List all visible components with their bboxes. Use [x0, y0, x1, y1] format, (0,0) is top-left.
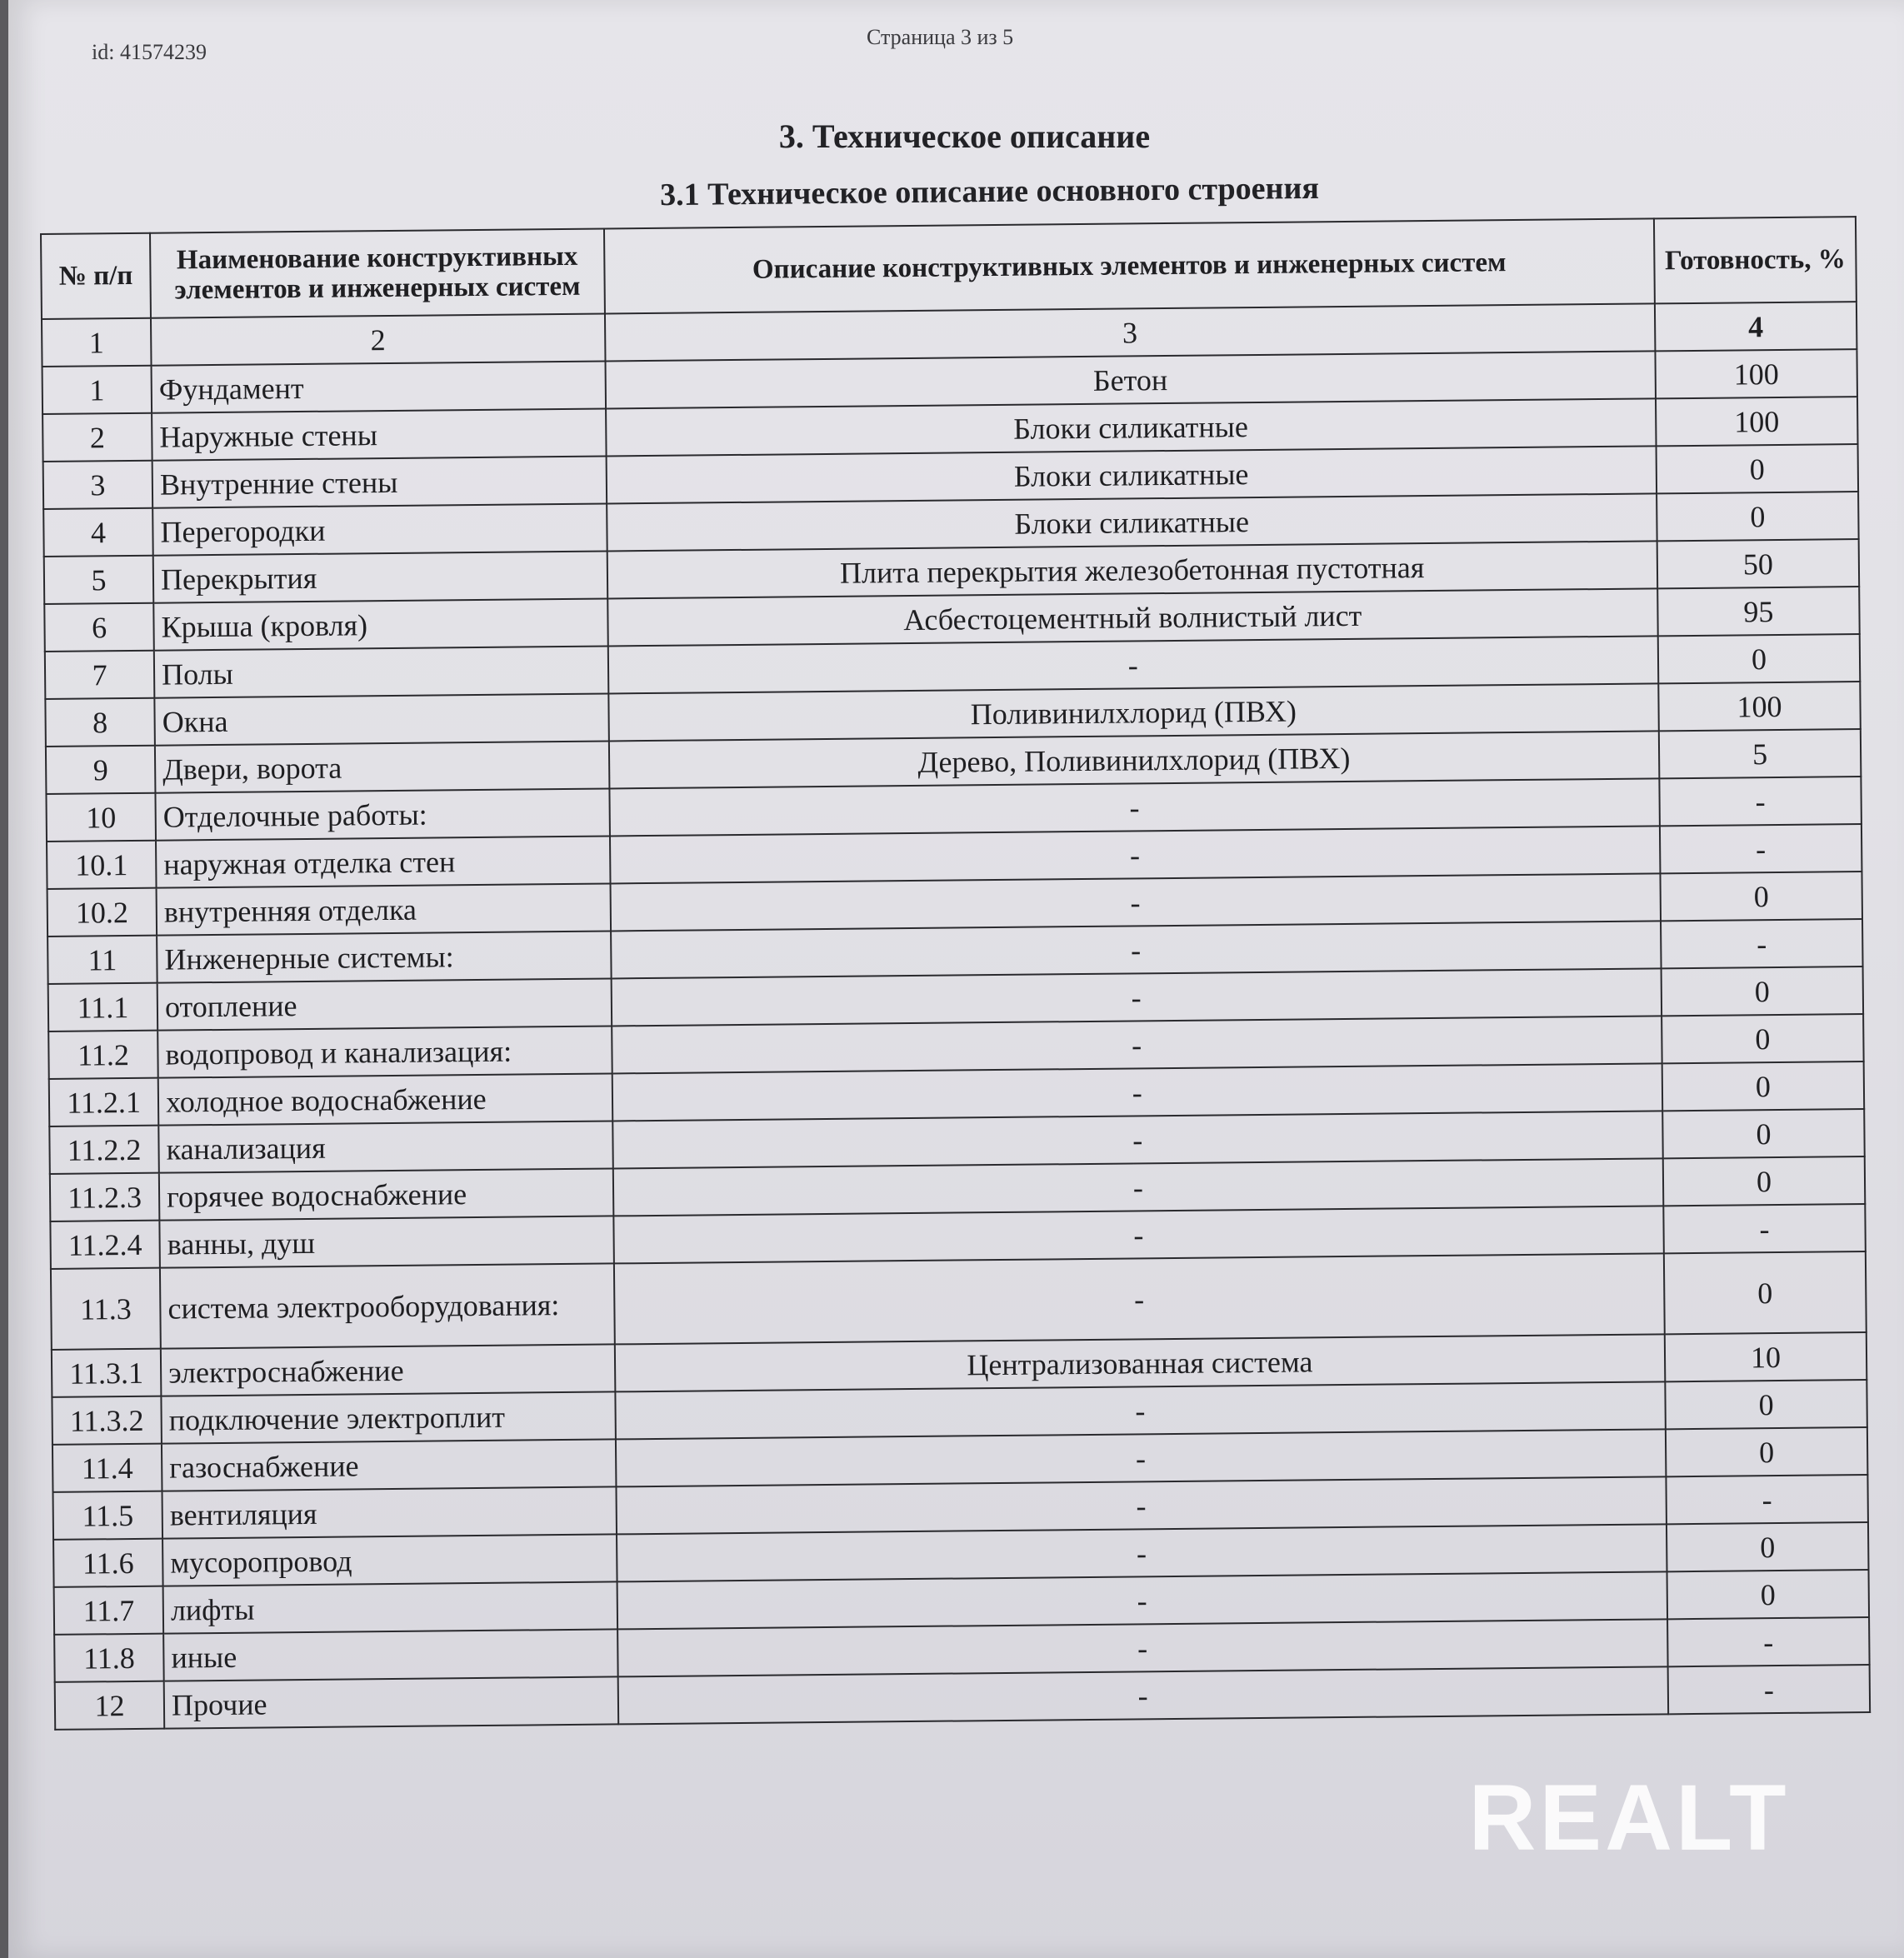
- row-description: Блоки силикатные: [606, 446, 1657, 503]
- row-element-name: водопровод и канализация:: [157, 1026, 612, 1077]
- row-description: Бетон: [605, 351, 1656, 408]
- row-readiness: 0: [1657, 444, 1859, 493]
- row-readiness: -: [1660, 824, 1862, 873]
- row-description: -: [610, 826, 1661, 883]
- row-number: 9: [46, 746, 156, 794]
- realt-watermark-logo: [1437, 1766, 1821, 1866]
- document-page: [8, 0, 1904, 1958]
- row-number: 11.7: [54, 1586, 164, 1635]
- row-element-name: наружная отделка стен: [156, 836, 610, 887]
- row-number: 10: [46, 793, 156, 842]
- row-readiness: 100: [1658, 682, 1861, 731]
- column-number: 3: [605, 303, 1656, 361]
- row-description: -: [617, 1524, 1667, 1581]
- row-description: Блоки силикатные: [606, 398, 1657, 456]
- row-readiness: 0: [1657, 492, 1859, 541]
- row-number: 10.1: [47, 841, 157, 889]
- column-number: 2: [151, 314, 605, 366]
- row-element-name: Крыша (кровля): [153, 598, 607, 650]
- row-description: -: [610, 873, 1661, 931]
- row-readiness: 0: [1662, 1061, 1865, 1111]
- row-description: -: [617, 1619, 1668, 1676]
- document-id: id: 41574239: [92, 40, 207, 64]
- section-title: 3. Техническое описание: [778, 117, 1151, 155]
- row-number: 4: [43, 508, 153, 557]
- row-element-name: Полы: [154, 646, 608, 697]
- row-description: -: [616, 1429, 1667, 1486]
- row-number: 11.2.1: [49, 1078, 159, 1126]
- watermark-text: REALT: [1468, 1766, 1790, 1866]
- row-number: 5: [44, 556, 154, 604]
- row-number: 11.3.2: [52, 1396, 162, 1445]
- page-number: Страница 3 из 5: [867, 25, 1014, 49]
- row-readiness: 0: [1662, 1109, 1865, 1158]
- row-element-name: газоснабжение: [162, 1439, 616, 1491]
- row-readiness: 0: [1663, 1156, 1866, 1206]
- row-description: Плита перекрытия железобетонная пустотная: [607, 541, 1657, 598]
- row-readiness: -: [1661, 919, 1863, 968]
- row-number: 11.3: [51, 1268, 161, 1350]
- row-element-name: иные: [163, 1629, 617, 1681]
- row-description: -: [611, 921, 1662, 978]
- row-description: -: [609, 778, 1660, 836]
- column-number: 4: [1655, 302, 1857, 351]
- row-description: -: [616, 1476, 1667, 1534]
- row-number: 2: [42, 413, 152, 462]
- row-element-name: подключение электроплит: [161, 1391, 615, 1443]
- table-body: [42, 349, 1871, 1730]
- row-element-name: холодное водоснабжение: [158, 1073, 612, 1125]
- row-description: -: [612, 1158, 1663, 1216]
- header-num: № п/п: [41, 233, 151, 319]
- technical-description-table-wrapper: [40, 216, 1871, 1731]
- row-readiness: 0: [1658, 634, 1861, 683]
- row-element-name: система электрооборудования:: [160, 1263, 614, 1348]
- row-number: 11.6: [53, 1539, 163, 1587]
- row-element-name: Окна: [154, 693, 608, 745]
- row-readiness: 0: [1666, 1427, 1868, 1476]
- row-description: -: [612, 1111, 1663, 1168]
- row-readiness: -: [1663, 1204, 1866, 1253]
- row-element-name: вентиляция: [162, 1486, 617, 1538]
- row-description: Дерево, Поливинилхлорид (ПВХ): [608, 731, 1659, 788]
- row-readiness: 0: [1662, 967, 1864, 1016]
- row-number: 11.3.1: [52, 1349, 162, 1397]
- row-element-name: Перегородки: [152, 503, 607, 555]
- row-description: -: [613, 1206, 1664, 1263]
- row-number: 11.8: [54, 1634, 164, 1682]
- row-readiness: -: [1667, 1617, 1870, 1666]
- row-number: 11.2.4: [50, 1221, 160, 1269]
- row-number: 11.4: [52, 1444, 162, 1492]
- row-element-name: Фундамент: [152, 361, 606, 412]
- row-description: -: [611, 968, 1662, 1026]
- row-readiness: 100: [1656, 397, 1858, 446]
- row-description: -: [612, 1016, 1662, 1073]
- technical-description-table: [40, 216, 1871, 1731]
- row-description: -: [613, 1253, 1664, 1344]
- row-element-name: горячее водоснабжение: [159, 1168, 613, 1220]
- row-number: 6: [44, 603, 154, 652]
- row-element-name: мусоропровод: [162, 1534, 617, 1586]
- row-description: -: [612, 1063, 1662, 1121]
- row-number: 10.2: [47, 888, 157, 937]
- row-number: 11.5: [53, 1491, 163, 1540]
- row-number: 7: [45, 651, 155, 699]
- row-description: -: [607, 636, 1658, 693]
- row-readiness: 10: [1665, 1332, 1867, 1381]
- row-element-name: Внутренние стены: [152, 456, 607, 507]
- row-number: 11.2.2: [49, 1126, 159, 1174]
- row-element-name: Двери, ворота: [155, 741, 609, 792]
- subsection-title: 3.1 Техническое описание основного строения: [659, 170, 1320, 213]
- row-readiness: 50: [1657, 539, 1860, 588]
- row-readiness: 100: [1655, 349, 1857, 398]
- row-readiness: 0: [1667, 1570, 1869, 1619]
- row-readiness: -: [1659, 777, 1862, 826]
- row-number: 11.1: [48, 983, 158, 1031]
- row-number: 11.2: [48, 1031, 158, 1079]
- row-element-name: отопление: [157, 978, 612, 1030]
- row-number: 11: [47, 936, 157, 984]
- row-element-name: Перекрытия: [153, 551, 607, 602]
- row-readiness: 0: [1665, 1380, 1867, 1429]
- row-readiness: 0: [1667, 1522, 1869, 1571]
- row-number: 3: [43, 461, 153, 509]
- row-number: 11.2.3: [50, 1173, 160, 1221]
- row-element-name: внутренняя отделка: [157, 883, 611, 935]
- row-element-name: канализация: [158, 1121, 612, 1172]
- row-readiness: 0: [1660, 872, 1862, 921]
- row-readiness: -: [1668, 1665, 1871, 1714]
- column-number: 1: [42, 318, 152, 367]
- row-readiness: 95: [1657, 587, 1860, 636]
- row-number: 8: [45, 698, 155, 747]
- row-element-name: Инженерные системы:: [157, 931, 611, 982]
- row-readiness: -: [1666, 1475, 1868, 1524]
- row-element-name: лифты: [163, 1581, 617, 1633]
- header-description: Описание конструктивных элементов и инженерных систем: [604, 218, 1655, 313]
- row-description: Централизованная система: [614, 1334, 1665, 1391]
- row-element-name: электроснабжение: [161, 1344, 615, 1396]
- row-description: -: [615, 1381, 1666, 1439]
- row-readiness: 0: [1662, 1014, 1864, 1063]
- row-number: 1: [42, 366, 152, 414]
- row-number: 12: [55, 1681, 165, 1730]
- row-element-name: Прочие: [164, 1676, 618, 1728]
- row-description: Асбестоцементный волнистый лист: [607, 588, 1658, 646]
- row-readiness: 0: [1664, 1251, 1867, 1334]
- header-name: Наименование конструктивных элементов и инженерных систем: [150, 229, 604, 318]
- row-description: -: [617, 1571, 1667, 1629]
- header-readiness: Готовность, %: [1654, 217, 1857, 303]
- row-element-name: Отделочные работы:: [156, 788, 610, 840]
- row-element-name: ванны, душ: [159, 1216, 613, 1267]
- row-description: Блоки силикатные: [607, 493, 1657, 551]
- row-description: -: [617, 1666, 1668, 1724]
- row-element-name: Наружные стены: [152, 408, 606, 460]
- row-readiness: 5: [1659, 729, 1862, 778]
- row-description: Поливинилхлорид (ПВХ): [608, 683, 1659, 741]
